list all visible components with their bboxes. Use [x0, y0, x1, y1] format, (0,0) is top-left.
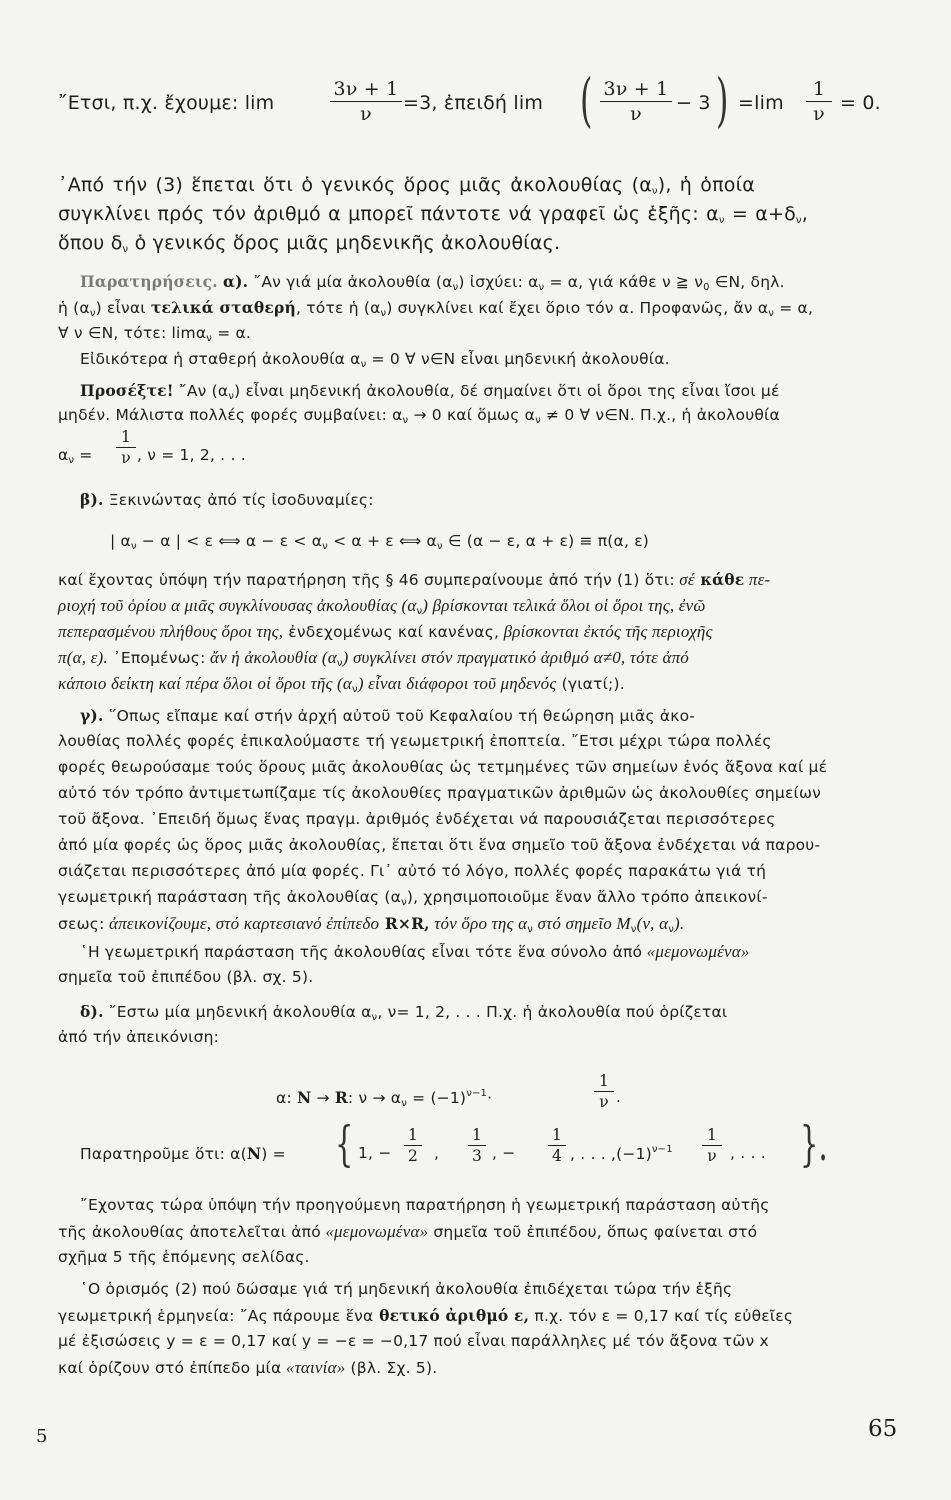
- example-limit-line: [58, 92, 274, 114]
- fraction-3v1-over-v: [330, 78, 402, 125]
- limit-text: =3, ἐπειδή lim: [403, 92, 544, 114]
- subscript: ν: [535, 415, 541, 426]
- text: σημεῖα τοῦ ἐπιπέδου, ὅπως φαίνεται στό: [428, 1223, 758, 1241]
- text: =: [74, 446, 93, 464]
- set-frac-half: [404, 1126, 422, 1165]
- denominator: ν: [813, 103, 825, 125]
- text: ῎Αν γιά μία ἀκολουθία (α: [253, 273, 453, 291]
- italic-text: βρίσκονται ἐκτός τῆς περιοχῆς: [499, 622, 713, 641]
- text: ῎Αν (α: [173, 382, 229, 400]
- bold-text: θετικό ἀριθμό ε,: [373, 1306, 530, 1325]
- numerator: 1: [471, 1126, 483, 1144]
- end-para-line4: [80, 1280, 732, 1298]
- denominator: ν: [630, 103, 642, 125]
- numerator: 3ν + 1: [333, 78, 399, 100]
- superscript: ν−1: [651, 1144, 673, 1155]
- remark-a-line2: [58, 298, 813, 319]
- text: τῆς ἀκολουθίας ἀποτελεῖται ἀπό: [58, 1223, 321, 1241]
- remark-g-line1: [80, 706, 695, 725]
- italic-text: κάποιο δείκτη καί πέρα ὅλοι οἱ ὅροι τῆς (α: [58, 674, 353, 693]
- subscript: ν: [668, 924, 675, 935]
- naturals-symbol: N: [246, 1144, 262, 1163]
- naturals-symbol: N: [296, 1088, 312, 1107]
- subscript: ν: [336, 658, 343, 669]
- denominator: ν: [599, 1093, 609, 1111]
- remark-g-line4: [58, 784, 821, 802]
- text: ∀ ν ∈N, τότε: limα: [58, 324, 207, 342]
- minus-three: − 3: [676, 92, 711, 114]
- remark-g-line2: [58, 732, 772, 750]
- text: Παρατηροῦμε ὅτι: α(: [80, 1145, 247, 1163]
- mapping-fraction: [594, 1072, 614, 1111]
- set-end: [730, 1144, 766, 1162]
- set-comma1: [434, 1144, 439, 1162]
- remark-g-line9: [58, 914, 684, 935]
- text: αὐτό τόν τρόπο ἀντιμετωπίζαμε τίς ἀκολουθίες πραγματικῶν ἀριθμῶν ὡς ἀκολουθίες σημείων: [58, 784, 822, 802]
- numerator: 1: [706, 1126, 718, 1144]
- subscript: ν: [206, 333, 213, 344]
- set-frac-third: [468, 1126, 486, 1165]
- text: καί ἔχοντας ὑπόψη τήν παρατήρηση τῆς § 46 συμπεραίνουμε ἀπό τήν (1) ὅτι:: [58, 571, 675, 589]
- para1-line1: [58, 174, 755, 197]
- text: γεωμετρική παράσταση τῆς ἀκολουθίας (α: [58, 888, 402, 906]
- end-para-line3: [58, 1248, 310, 1266]
- subscript: ν: [322, 541, 328, 552]
- text: = 0 ∀ ν∈N εἶναι μηδενική ἀκολουθία.: [366, 350, 670, 368]
- subscript: ν: [718, 215, 725, 226]
- italic-text: ἄν ἡ ἀκολουθία (α: [205, 648, 337, 667]
- text: ῞Οπως εἴπαμε καί στήν ἀρχή αὐτοῦ τοῦ Κεφαλαίου τή θεώρηση μιᾶς ἀκο-: [103, 707, 696, 725]
- text: μηδέν. Μάλιστα πολλές φορές συμβαίνει: α: [58, 406, 403, 424]
- text: ), χρησιμοποιοῦμε ἕναν ἄλλο τρόπο ἀπεικονί-: [406, 888, 768, 906]
- remark-d-label: δ).: [80, 1002, 104, 1021]
- text: λουθίας πολλές φορές ἐπικαλούμαστε τή γεωμετρική ἐποπτεία. ῎Ετσι μέχρι τώρα πολλές: [58, 732, 772, 750]
- text: 1, −: [358, 1144, 392, 1162]
- subscript: ν: [768, 308, 775, 319]
- para1-line3: [58, 232, 560, 255]
- text: = α, γιά κάθε ν ≧ ν: [544, 273, 704, 291]
- subscript: ν: [122, 244, 129, 255]
- text: , τότε ἡ (α: [295, 299, 381, 317]
- numerator: 1: [598, 1072, 610, 1090]
- denominator: 3: [471, 1147, 483, 1165]
- remark-a-label: α).: [223, 272, 249, 291]
- text: Ξεκινώντας ἀπό τίς ἰσοδυναμίες:: [108, 491, 374, 509]
- superscript: ν−1: [466, 1088, 488, 1099]
- text: ᾿Επομένως:: [107, 649, 206, 667]
- remark-b-line3: [58, 570, 770, 590]
- text: ἡ (α: [58, 299, 90, 317]
- subscript: ν: [401, 897, 407, 908]
- remark-b-line4: [58, 596, 706, 617]
- italic-text: ).: [674, 914, 685, 933]
- italic-text: ἀπεικονίζουμε, στό καρτεσιανό ἐπίπεδο: [104, 914, 380, 933]
- remark-g-line7: [58, 862, 766, 880]
- subscript: ν: [527, 924, 534, 935]
- subscript: ν: [360, 359, 367, 370]
- set-one: [358, 1144, 392, 1162]
- text: συγκλίνει πρός τόν ἀριθμό α μπορεῖ πάντοτε νά γραφεῖ ὡς ἑξῆς: α: [58, 203, 719, 225]
- subscript: ν: [68, 455, 75, 466]
- end-para-line7: [58, 1358, 437, 1378]
- text: < α + ε ⟺ α: [327, 532, 437, 550]
- end-para-line6: [58, 1332, 769, 1350]
- attention-line2: [58, 406, 780, 426]
- limit-equals-3: [403, 92, 543, 114]
- text: σιάζεται περισσότερες ἀπό μία φορές. Γι᾿ αὐτό τό λόγο, πολλές φορές παρακάτω γιά τή: [58, 862, 767, 880]
- para1-line2: [58, 203, 808, 226]
- set-frac-quarter: [548, 1126, 566, 1165]
- minus-3: [676, 92, 711, 114]
- italic-text: ) συγκλίνει στόν πραγματικό ἀριθμό α≠0, τότε ἀπό: [342, 648, 689, 667]
- text: μέ ἐξισώσεις y = ε = 0,17 καί y = −ε = −0,17 πού εἶναι παράλληλες μέ τόν ἄξονα τῶν x: [58, 1332, 769, 1350]
- italic-text: τόν ὅρο της α: [429, 914, 528, 933]
- italic-text: (ν, α: [636, 914, 669, 933]
- text: ) συγκλίνει καί ἔχει ὅριο τόν α. Προφανῶς, ἄν α: [386, 299, 769, 317]
- bold-text: R×R,: [379, 914, 430, 933]
- equals-zero: [840, 92, 881, 114]
- text: ·: [487, 1089, 493, 1107]
- end-para-line5: [58, 1306, 793, 1325]
- remark-b-line6: [58, 648, 689, 669]
- text: ,: [434, 1144, 440, 1162]
- set-dots: [570, 1144, 673, 1163]
- italic-text: ) εἶναι διάφοροι τοῦ μηδενός: [357, 674, 557, 693]
- subscript: ν: [352, 684, 358, 695]
- text: = α+δ: [724, 203, 796, 225]
- subscript: ν: [795, 215, 802, 226]
- remark-a-line4: [80, 350, 670, 370]
- text: ῎Εστω μία μηδενική ἀκολουθία α: [103, 1003, 372, 1021]
- italic-text: στό σημεῖο M: [533, 914, 631, 933]
- text: ἀπό μία φορές ὡς ὅρος μιᾶς ἀκολουθίας, ἕπεται ὅτι ἕνα σημεῖο τοῦ ἄξονα ἐνδέχεται νά παρου-: [58, 836, 821, 854]
- text: ὁ γενικός ὅρος μιᾶς μηδενικῆς ἀκολουθίας.: [128, 232, 561, 254]
- italic-text: ριοχή τοῦ ὁρίου α μιᾶς συγκλίνουσας ἀκολουθίας (α: [58, 596, 417, 615]
- remark-g-line6: [58, 836, 820, 854]
- text: Εἰδικότερα ἡ σταθερή ἀκολουθία α: [80, 350, 361, 368]
- italic-text: σέ: [674, 570, 695, 589]
- text: = α.: [212, 324, 252, 342]
- text: ὅπου δ: [58, 232, 123, 254]
- page-number: [868, 1416, 897, 1442]
- italic-text: «ταινία»: [281, 1358, 346, 1377]
- finally-constant-bold: τελικά σταθερή: [150, 298, 296, 317]
- left-brace: {: [335, 1116, 354, 1172]
- remark-a-line3: [58, 324, 251, 344]
- text: , ν= 1, 2, . . . Π.χ. ἡ ἀκολουθία πού ὁρίζεται: [377, 1003, 728, 1021]
- numerator: 1: [407, 1126, 419, 1144]
- text: σεως:: [58, 915, 105, 933]
- attention-line3: [58, 446, 93, 466]
- mapping-end: [616, 1088, 621, 1106]
- text: .: [616, 1088, 622, 1106]
- zero-text: = 0.: [840, 92, 881, 114]
- text: ἐνδεχομένως καί κανένας,: [283, 623, 500, 641]
- text: ) =: [261, 1145, 286, 1163]
- right-brace: [800, 1116, 828, 1172]
- remark-g-label: γ).: [80, 706, 104, 725]
- equivalence-line: [110, 532, 649, 552]
- remark-d-line2: [58, 1028, 219, 1046]
- text: ) ἰσχύει: α: [458, 273, 539, 291]
- remark-d-line1: [80, 1002, 727, 1023]
- text: ) εἶναι μηδενική ἀκολουθία, δέ σημαίνει ὅτι οἱ ὅροι της εἶναι ἴσοι μέ: [234, 382, 780, 400]
- denominator: ν: [121, 449, 131, 467]
- text: → 0 καί ὅμως α: [408, 406, 536, 424]
- fraction-1-over-v-small: [116, 428, 136, 467]
- remark-g-line8: [58, 888, 768, 908]
- italic-text: «μεμονωμένα»: [642, 942, 750, 961]
- text: ) εἶναι: [95, 299, 146, 317]
- text: γεωμετρική ἑρμηνεία: ῎Ας πάρουμε ἕνα: [58, 1307, 374, 1325]
- page-number-text: 65: [868, 1416, 898, 1442]
- denominator: 4: [551, 1147, 563, 1165]
- italic-text: πεπερασμένου πλήθους ὅροι της,: [58, 622, 284, 641]
- text: | α: [110, 532, 131, 550]
- numerator: 1: [120, 428, 132, 446]
- text: = α,: [774, 299, 814, 317]
- end-para-line1: [80, 1196, 770, 1214]
- text: (γιατί;).: [556, 675, 625, 693]
- text: α:: [276, 1089, 292, 1107]
- text: α: [58, 446, 69, 464]
- signature-text: 5: [36, 1426, 48, 1447]
- remark-b-line1: [80, 490, 374, 509]
- denominator: 2: [407, 1147, 419, 1165]
- text: ,: [801, 203, 808, 225]
- denominator: ν: [707, 1147, 717, 1165]
- text: , −: [492, 1144, 516, 1162]
- equals-lim: [738, 92, 784, 114]
- fraction-1-over-v: [806, 78, 832, 125]
- subscript: ν: [436, 541, 443, 552]
- denominator: ν: [360, 103, 372, 125]
- text: ∈N, δηλ.: [709, 273, 785, 291]
- set-mid: [492, 1144, 515, 1162]
- subscript: ν: [402, 415, 409, 426]
- remark-a-line1: [80, 272, 785, 293]
- text: ), ἡ ὁποία: [657, 174, 755, 196]
- text: ῎Εχοντας τώρα ὑπόψη τήν προηγούμενη παρατήρηση ἡ γεωμετρική παράσταση αὐτῆς: [80, 1196, 770, 1214]
- end-para-line2: [58, 1222, 757, 1242]
- text: ῾Η γεωμετρική παράσταση τῆς ἀκολουθίας εἶναι τότε ἕνα σύνολο ἀπό: [80, 943, 643, 961]
- text: , . . .: [730, 1144, 766, 1162]
- signature-mark: [36, 1426, 47, 1447]
- remark-h-line2: [58, 968, 313, 986]
- text: ≠ 0 ∀ ν∈N. Π.χ., ἡ ἀκολουθία: [540, 406, 780, 424]
- subscript: ν: [228, 391, 235, 402]
- numerator: 3ν + 1: [603, 78, 669, 100]
- text: σχῆμα 5 τῆς ἑπόμενης σελίδας.: [58, 1248, 310, 1266]
- subscript: ν: [452, 282, 459, 293]
- right-paren: ): [716, 66, 729, 134]
- italic-text: πε-: [744, 570, 771, 589]
- lim-text: =lim: [738, 92, 784, 114]
- fraction-3v1-over-v-2: [600, 78, 672, 125]
- subscript: ν: [401, 1098, 407, 1109]
- text: φορές θεωρούσαμε τούς ὅρους μιᾶς ἀκολουθίας ὡς τετμημένες τῶν σημείων ἑνός ἄξονα καί μέ: [58, 758, 828, 776]
- italic-text: π(α, ε).: [58, 648, 108, 667]
- mapping-equation: [276, 1088, 492, 1109]
- remark-g-line3: [58, 758, 827, 776]
- text: = (−1): [407, 1089, 467, 1107]
- italic-text: ) βρίσκονται τελικά ὅλοι οἱ ὅροι της, ἐνῶ: [422, 596, 706, 615]
- text: ∈ (α − ε, α + ε) ≡ π(α, ε): [442, 532, 650, 550]
- subscript: ν: [651, 186, 658, 197]
- text: , ν = 1, 2, . . .: [137, 446, 246, 464]
- subscript: ν: [630, 924, 637, 935]
- text: ἀπό τήν ἀπεικόνιση:: [58, 1028, 220, 1046]
- remarks-heading: Παρατηρήσεις.: [80, 272, 218, 291]
- text: − α | < ε ⟺ α − ε < α: [136, 532, 323, 550]
- numerator: 1: [551, 1126, 563, 1144]
- subscript: 0: [703, 282, 710, 293]
- bold-text: κάθε: [694, 570, 745, 589]
- set-equation-lead: [80, 1144, 286, 1163]
- text: σημεῖα τοῦ ἐπιπέδου (βλ. σχ. 5).: [58, 968, 314, 986]
- text: }.: [800, 1116, 828, 1172]
- remark-b-label: β).: [80, 490, 104, 509]
- left-paren: (: [580, 66, 593, 134]
- attention-line3b: [137, 446, 246, 464]
- subscript: ν: [416, 606, 423, 617]
- arrow: →: [316, 1089, 330, 1107]
- text: καί ὁρίζουν στό ἐπίπεδο μία: [58, 1359, 282, 1377]
- text: ῾Ο ὁρισμός (2) πού δώσαμε γιά τή μηδενική ἀκολουθία ἐπιδέχεται τώρα τήν ἑξῆς: [80, 1280, 733, 1298]
- subscript: ν: [130, 541, 137, 552]
- subscript: ν: [89, 308, 96, 319]
- text: τοῦ ἄξονα. ᾿Επειδή ὅμως ἕνας πραγμ. ἀριθμός ἐνδέχεται νά παρουσιάζεται περισσότερες: [58, 810, 776, 828]
- remark-b-line7: [58, 674, 625, 695]
- reals-symbol: R: [334, 1088, 348, 1107]
- subscript: ν: [371, 1012, 378, 1023]
- italic-text: «μεμονωμένα»: [320, 1222, 429, 1241]
- text: π.χ. τόν ε = 0,17 καί τίς εὐθεῖες: [529, 1307, 794, 1325]
- text: , . . . ,(−1): [570, 1145, 652, 1163]
- text: : ν → α: [347, 1089, 402, 1107]
- set-frac-1-over-v: [702, 1126, 722, 1165]
- subscript: ν: [538, 282, 545, 293]
- attention-bold: Προσέξτε!: [80, 381, 174, 400]
- text: ᾿Από τήν (3) ἕπεται ὅτι ὁ γενικός ὅρος μιᾶς ἀκολουθίας (α: [58, 174, 652, 196]
- attention-line1: [80, 381, 780, 402]
- example-intro: ῎Ετσι, π.χ. ἔχουμε: lim: [58, 92, 275, 114]
- text: (βλ. Σχ. 5).: [345, 1359, 438, 1377]
- remark-b-line5: [58, 622, 713, 642]
- numerator: 1: [812, 78, 826, 100]
- subscript: ν: [380, 308, 387, 319]
- remark-h-line1: [80, 942, 750, 962]
- remark-g-line5: [58, 810, 776, 828]
